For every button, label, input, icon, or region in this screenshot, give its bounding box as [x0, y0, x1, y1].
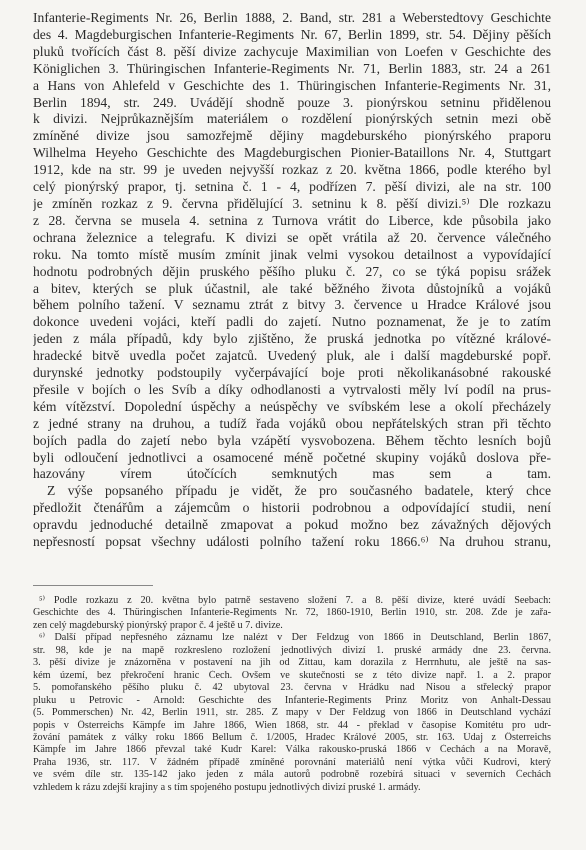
footnote-line: (5. Pommerschen) Nr. 42, Berlin 1911, str. 285. Z mapy v Der Feldzug von 1866 in Deutschland vychází	[33, 707, 551, 719]
body-line: hradecké bitvě uvedla počet zajatců. Uvedený pluk, ale i další magdeburské popř.	[33, 348, 551, 364]
body-line: předložit čtenářům a zájemcům o historii podrobnou a odpovídající studii, není	[33, 500, 551, 516]
body-line: opravdu jednoduché detailně zmapovat a pokud možno bez závažných dějových	[33, 517, 551, 533]
footnote-line: vzhledem k rázu zdejší krajiny a s tím spojeného postupu jednotlivých divizí pruské 1. armády.	[33, 781, 421, 793]
footnote-line: Geschichte des 4. Thüringischen Infanterie-Regiments Nr. 72, 1860-1910, Berlin 1910, str. 208. Zde je zařa-	[33, 607, 551, 619]
footnote-line: žování památek z války roku 1866 Bellum č. 1/2005, Hradec Králové 2005, str. 163. Údaj z Österreichs	[33, 731, 551, 743]
body-line: a Hans von Ahlefeld v Geschichte des 1. Thüringischen Infanterie-Regiments Nr. 31,	[33, 77, 551, 93]
footnote-line: Kämpfe im Jahre 1866 převzal také Kudr Karel: Válka rakousko-pruská 1866 v Čechách a na Moravě,	[33, 744, 551, 756]
body-line: a bitev, kterých se pluk účastnil, ale také běžného života důstojníků a vojáků	[33, 280, 551, 296]
body-line: byli odloučení jednotlivci a osamocené méně početné skupiny vojáků doslova pře-	[33, 449, 551, 465]
body-line: jeden z mála případů, kdy bylo zjištěno, že pruská jednotka po vítězné králové-	[33, 331, 551, 347]
body-line: během polního tažení. V seznamu ztrát z bitvy 3. července u Hradce Králové jsou	[33, 297, 551, 313]
body-line: pluků tvořících část 8. pěší divize zachycuje Maximilian von Loefen v Geschichte des	[33, 43, 551, 59]
footnotes	[33, 595, 551, 794]
body-line: kém vítězství. Dopolední úspěchy a neúspěchy ve svíbském lese a okolí přecházely	[33, 398, 551, 414]
body-line: Z výše popsaného případu je vidět, že pro současného badatele, který chce	[47, 483, 551, 499]
body-line: hazovány vírem útočících semknutých mas sem a tam.	[33, 466, 551, 482]
body-line: nepřesností popsat všechny události polního tažení roku 1866.⁶⁾ Na druhou stranu,	[33, 534, 551, 550]
footnote-line: ve svém díle str. 135-142 jako jeden z mála autorů podrobně rozebírá situaci v severních Čechách	[33, 769, 551, 781]
body-line: des 4. Magdeburgischen Infanterie-Regiments Nr. 67, Berlin 1899, str. 54. Dějiny pěších	[33, 26, 551, 42]
body-line: ochrana železnice a telegrafu. K divizi se opět vrátila až 20. července válečného	[33, 229, 551, 245]
body-line: 1912, kde na str. 99 je uveden nejvyšší rozkaz z 20. května 1866, podle kterého byl	[33, 162, 551, 178]
footnote-line: Praha 1936, str. 117. V žádném případě zmíněné porovnání materiálů není výtka vůči Kudrovi, který	[33, 756, 551, 768]
body-line: dokonce uvedeni vojáci, kteří padli do zajetí. Nutno poznamenat, že je to zatím	[33, 314, 551, 330]
body-line: k divizi. Nejprůkaznějším materiálem o rozdělení pionýrských setnin mezi obě	[33, 111, 551, 127]
body-line: Königlichen 3. Thüringischen Infanterie-Regiments Nr. 71, Berlin 1883, str. 24 a 261	[33, 60, 551, 76]
body-line: Berlin 1894, str. 249. Uvádějí shodně pouze 3. pionýrskou setninu přidělenou	[33, 94, 551, 110]
body-line: je zmíněn rozkaz z 9. června přidělující 3. setninu k 8. pěší divizi.⁵⁾ Dle rozkazu	[33, 195, 551, 211]
footnote-line: ⁶⁾ Další případ nepřesného záznamu lze nalézt v Der Feldzug von 1866 in Deutschland, Berlin 1867,	[39, 632, 551, 644]
body-line: z 28. června se musela 4. setnina z Turnova vrátit do Liberce, kde působila jako	[33, 212, 551, 228]
body-line: roku. Na tomto místě musím zmínit jinak velmi vysokou detailnost a vypovídající	[33, 246, 551, 262]
footnote-line: pluku u Petrovic - Arnold: Geschichte des Infanterie-Regiments Prinz Moritz von Anhalt-Dessau	[33, 694, 551, 706]
body-line: celý pionýrský prapor, tj. setnina č. 1 - 4, podřízen 7. pěší divizi, ale na str. 100	[33, 179, 551, 195]
footnote-line: ⁵⁾ Podle rozkazu z 20. května bylo patrně sestaveno složení 7. a 8. pěší divize, které uvádí Seebach:	[39, 595, 551, 606]
body-line: zmíněné divize jsou samozřejmě dějiny magdeburského pionýrského praporu	[33, 128, 551, 144]
footnote-separator	[33, 585, 153, 586]
footnote-line: zen celý magdeburský pionýrský prapor č. 4 ještě u 7. divize.	[33, 619, 283, 631]
body-line: z jedné strany na druhou, a tudíž řada vojáků obou nepřátelských stran při těchto	[33, 415, 551, 431]
footnote-line: 3. pěší divize je znázorněna v postavení na jih od Zittau, kam dorazila z Herrnhutu, ale ještě na sas-	[33, 657, 551, 669]
body-text	[33, 10, 551, 551]
footnote-line: str. 98, kde je na mapě rozkresleno rozložení jednotlivých divizí 1. pruské armády dne 23. června.	[33, 644, 551, 656]
body-line: bojích padla do zajetí nebo byla vzápětí vysvobozena. Během těchto lesních bojů	[33, 432, 551, 448]
footnote-line: 5. pomořanského pěšího pluku č. 42 ubytoval 23. června v Hrádku nad Nisou a střelecký prapor	[33, 682, 551, 694]
footnote-line: kém území, bez překročení hranic Čech. Ovšem ve skutečnosti se z této divize např. 1. a 2. prapor	[33, 669, 551, 681]
body-line: přesile v bojích o les Svíb a díky odhodlanosti a vytrvalosti měly lví podíl na prus-	[33, 381, 551, 397]
body-line: hodnotu podrobných dějin pruského pěšího pluku č. 27, co se týká popisu srážek	[33, 263, 551, 279]
footnote-line: popis v Österreichs Kämpfe im Jahre 1866, Wien 1868, str. 44 - překlad v časopise Komitétu pro udr-	[33, 719, 551, 731]
body-line: Wilhelma Heyeho Geschichte des Magdeburgischen Pionier-Bataillons Nr. 4, Stuttgart	[33, 145, 551, 161]
body-line: durynské jednotky podstoupily vyčerpávající boje proti několikanásobné rakouské	[33, 365, 551, 381]
body-line: Infanterie-Regiments Nr. 26, Berlin 1888, 2. Band, str. 281 a Weberstedtovy Geschichte	[33, 10, 551, 25]
